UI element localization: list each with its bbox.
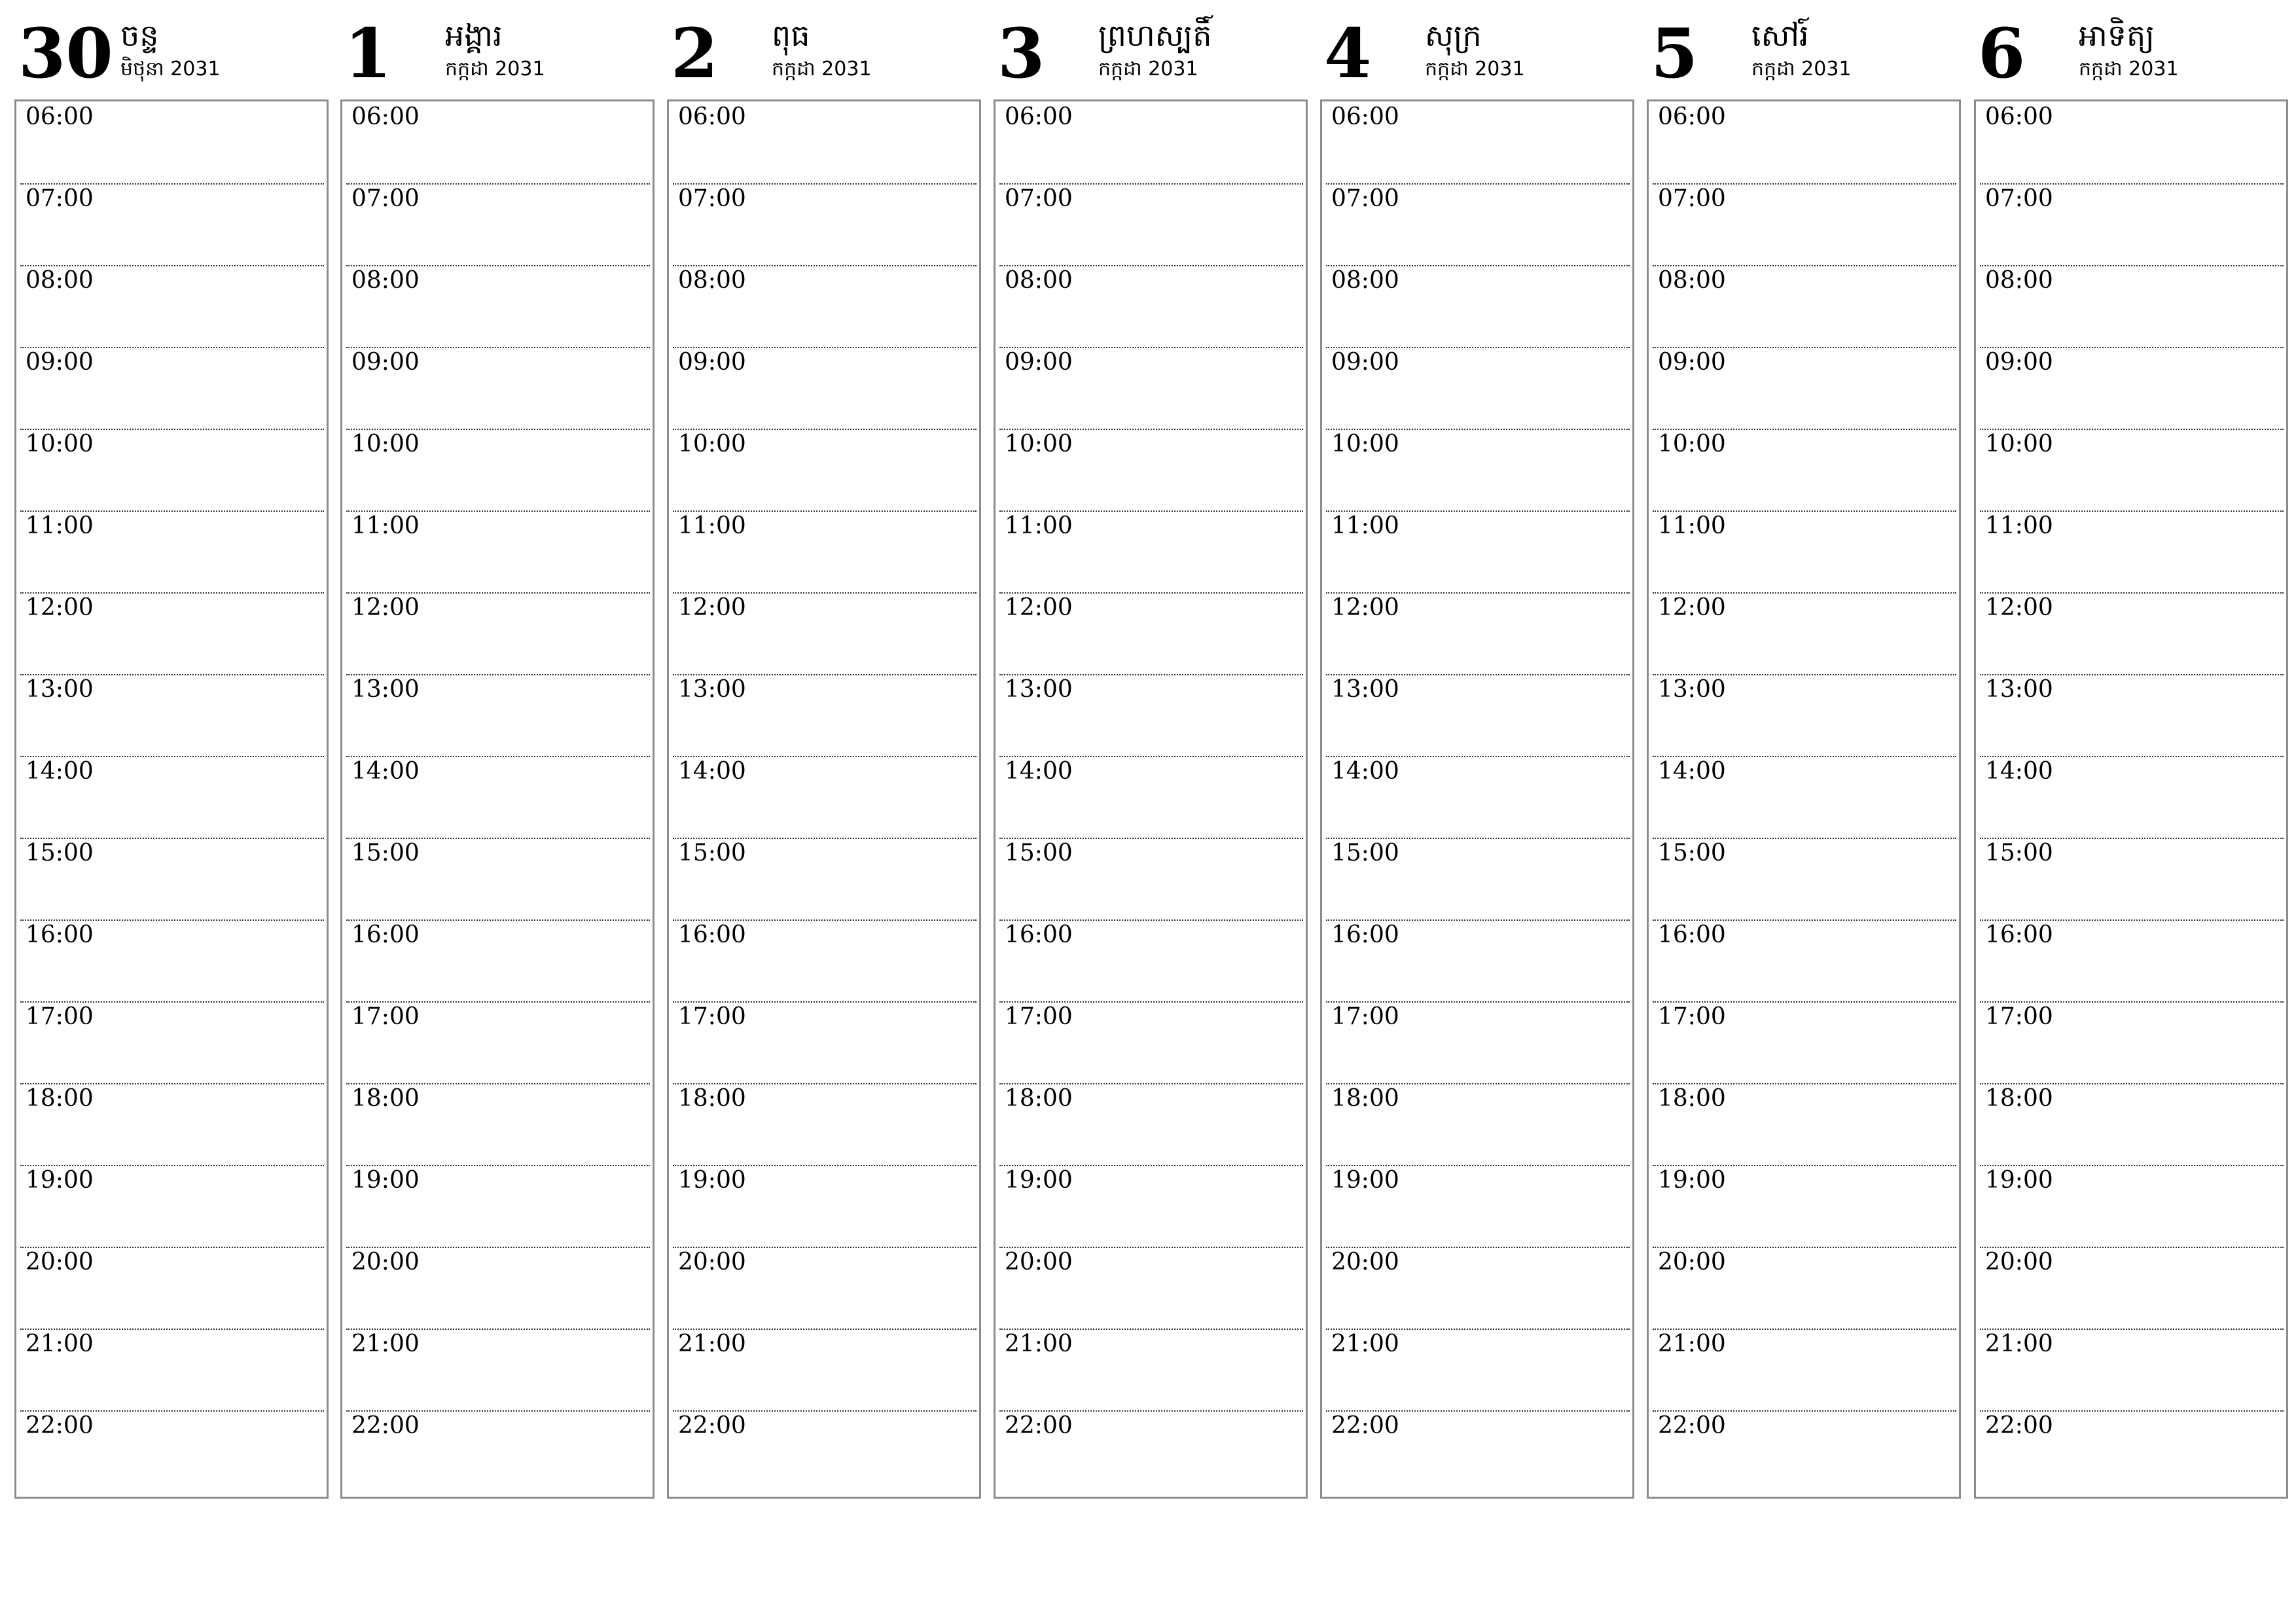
hour-slot[interactable]: [999, 101, 1303, 185]
hour-label: 18:00: [1005, 1085, 1073, 1112]
hour-label: 21:00: [1005, 1330, 1073, 1357]
hour-slot[interactable]: [999, 1410, 1303, 1492]
hour-label: 09:00: [1985, 349, 2053, 376]
day-number: 2: [671, 13, 719, 94]
hour-slot[interactable]: [1980, 1247, 2284, 1330]
hour-label: 13:00: [1331, 676, 1399, 703]
day-number: 5: [1651, 13, 1698, 94]
hour-label: 15:00: [1331, 840, 1399, 866]
hour-label: 20:00: [1658, 1249, 1726, 1275]
hour-label: 06:00: [678, 103, 746, 130]
hour-slot[interactable]: [673, 1329, 977, 1412]
hour-slot[interactable]: [20, 1001, 324, 1084]
hour-slot[interactable]: [999, 265, 1303, 348]
hour-label: 06:00: [1005, 103, 1073, 130]
hour-label: 07:00: [1985, 185, 2053, 212]
day-schedule-box: [340, 99, 655, 1499]
hour-slot[interactable]: [1653, 1410, 1956, 1492]
hour-slot[interactable]: [999, 510, 1303, 594]
hour-label: 22:00: [1658, 1412, 1726, 1439]
hour-slot[interactable]: [1653, 1247, 1956, 1330]
hour-slot[interactable]: [1980, 101, 2284, 185]
hour-label: 13:00: [678, 676, 746, 703]
weekday-name: ពុធ: [772, 18, 810, 53]
hour-label: 14:00: [26, 758, 94, 785]
hour-slot[interactable]: [999, 347, 1303, 430]
hour-slot[interactable]: [1326, 592, 1630, 675]
weekday-name: សៅរ៍: [1751, 18, 1809, 53]
hour-label: 07:00: [26, 185, 94, 212]
hour-label: 08:00: [1005, 267, 1073, 294]
hour-label: 14:00: [678, 758, 746, 785]
hour-label: 18:00: [1658, 1085, 1726, 1112]
hour-label: 12:00: [1985, 594, 2053, 621]
hour-slot[interactable]: [673, 1083, 977, 1166]
hour-slot[interactable]: [346, 429, 650, 512]
day-header: [340, 0, 653, 98]
hour-label: 11:00: [1331, 512, 1399, 539]
hour-slot[interactable]: [999, 1083, 1303, 1166]
hour-slot[interactable]: [673, 101, 977, 185]
hour-slot[interactable]: [1980, 756, 2284, 839]
hour-label: 20:00: [1985, 1249, 2053, 1275]
hour-slot[interactable]: [673, 756, 977, 839]
hour-slot[interactable]: [999, 1165, 1303, 1248]
hour-label: 10:00: [1658, 431, 1726, 457]
hour-label: 06:00: [1331, 103, 1399, 130]
hour-slot[interactable]: [20, 919, 324, 1003]
hour-label: 11:00: [351, 512, 420, 539]
month-year: កក្កដា 2031: [1425, 58, 1525, 80]
hour-label: 21:00: [1658, 1330, 1726, 1357]
hour-slot[interactable]: [20, 510, 324, 594]
hour-label: 14:00: [351, 758, 420, 785]
day-header: [1647, 0, 1960, 98]
hour-slot[interactable]: [346, 347, 650, 430]
hour-label: 15:00: [26, 840, 94, 866]
hour-label: 12:00: [1005, 594, 1073, 621]
hour-slot[interactable]: [1326, 1001, 1630, 1084]
hour-label: 19:00: [1005, 1167, 1073, 1194]
hour-label: 13:00: [1658, 676, 1726, 703]
hour-slot[interactable]: [346, 838, 650, 921]
hour-label: 16:00: [26, 921, 94, 948]
hour-slot[interactable]: [1653, 101, 1956, 185]
hour-slot[interactable]: [1653, 1165, 1956, 1248]
hour-slot[interactable]: [999, 1247, 1303, 1330]
day-column-0: [14, 0, 327, 1499]
day-schedule-box: [1647, 99, 1961, 1499]
hour-slot[interactable]: [1326, 265, 1630, 348]
hour-label: 11:00: [1658, 512, 1726, 539]
hour-label: 18:00: [351, 1085, 420, 1112]
hour-label: 17:00: [1658, 1003, 1726, 1030]
hour-label: 19:00: [26, 1167, 94, 1194]
hour-label: 20:00: [351, 1249, 420, 1275]
hour-label: 08:00: [1985, 267, 2053, 294]
weekday-name: អាទិត្យ: [2079, 18, 2155, 53]
hour-slot[interactable]: [346, 101, 650, 185]
day-column-2: [667, 0, 980, 1499]
hour-label: 21:00: [26, 1330, 94, 1357]
hour-label: 22:00: [678, 1412, 746, 1439]
hour-label: 15:00: [351, 840, 420, 866]
hour-slot[interactable]: [999, 183, 1303, 266]
hour-label: 17:00: [1005, 1003, 1073, 1030]
hour-label: 22:00: [1005, 1412, 1073, 1439]
hour-label: 11:00: [26, 512, 94, 539]
hour-label: 09:00: [26, 349, 94, 376]
hour-label: 07:00: [678, 185, 746, 212]
hour-slot[interactable]: [346, 1329, 650, 1412]
hour-label: 07:00: [1005, 185, 1073, 212]
day-number: 3: [997, 13, 1045, 94]
hour-label: 20:00: [1005, 1249, 1073, 1275]
hour-slot[interactable]: [346, 919, 650, 1003]
hour-slot[interactable]: [346, 1165, 650, 1248]
hour-label: 17:00: [678, 1003, 746, 1030]
hour-label: 12:00: [678, 594, 746, 621]
hour-label: 20:00: [1331, 1249, 1399, 1275]
hour-slot[interactable]: [1980, 1410, 2284, 1492]
hour-slot[interactable]: [1980, 919, 2284, 1003]
hour-label: 17:00: [1331, 1003, 1399, 1030]
hour-slot[interactable]: [1326, 183, 1630, 266]
hour-label: 15:00: [1005, 840, 1073, 866]
hour-label: 17:00: [26, 1003, 94, 1030]
hour-slot[interactable]: [1326, 1247, 1630, 1330]
day-column-5: [1647, 0, 1960, 1499]
hour-slot[interactable]: [1980, 429, 2284, 512]
hour-label: 14:00: [1005, 758, 1073, 785]
hour-label: 06:00: [351, 103, 420, 130]
day-number: 4: [1324, 13, 1372, 94]
hour-label: 09:00: [1658, 349, 1726, 376]
day-number: 30: [18, 13, 113, 94]
hour-label: 10:00: [1005, 431, 1073, 457]
hour-label: 16:00: [1985, 921, 2053, 948]
hour-label: 10:00: [678, 431, 746, 457]
hour-slot[interactable]: [1326, 674, 1630, 757]
day-column-1: [340, 0, 653, 1499]
hour-slot[interactable]: [20, 1165, 324, 1248]
hour-slot[interactable]: [673, 919, 977, 1003]
hour-label: 16:00: [1658, 921, 1726, 948]
hour-label: 17:00: [1985, 1003, 2053, 1030]
hour-label: 15:00: [1658, 840, 1726, 866]
hour-slot[interactable]: [1326, 1165, 1630, 1248]
hour-slot[interactable]: [1326, 1083, 1630, 1166]
hour-label: 13:00: [26, 676, 94, 703]
hour-label: 18:00: [26, 1085, 94, 1112]
hour-slot[interactable]: [20, 183, 324, 266]
day-header: [994, 0, 1306, 98]
month-year: កក្កដា 2031: [445, 58, 545, 80]
hour-label: 12:00: [26, 594, 94, 621]
hour-label: 16:00: [1331, 921, 1399, 948]
hour-label: 16:00: [678, 921, 746, 948]
hour-slot[interactable]: [20, 429, 324, 512]
hour-label: 12:00: [351, 594, 420, 621]
hour-slot[interactable]: [20, 674, 324, 757]
hour-slot[interactable]: [999, 919, 1303, 1003]
hour-slot[interactable]: [20, 101, 324, 185]
hour-label: 14:00: [1658, 758, 1726, 785]
hour-label: 18:00: [678, 1085, 746, 1112]
hour-slot[interactable]: [20, 1410, 324, 1492]
hour-label: 11:00: [1005, 512, 1073, 539]
hour-label: 13:00: [1005, 676, 1073, 703]
hour-slot[interactable]: [346, 510, 650, 594]
hour-label: 06:00: [1985, 103, 2053, 130]
hour-label: 21:00: [1331, 1330, 1399, 1357]
hour-label: 08:00: [1658, 267, 1726, 294]
hour-slot[interactable]: [20, 838, 324, 921]
hour-label: 18:00: [1985, 1085, 2053, 1112]
hour-label: 19:00: [1658, 1167, 1726, 1194]
hour-label: 15:00: [1985, 840, 2053, 866]
hour-label: 09:00: [1331, 349, 1399, 376]
hour-label: 12:00: [1331, 594, 1399, 621]
hour-slot[interactable]: [346, 674, 650, 757]
hour-slot[interactable]: [999, 674, 1303, 757]
day-column-4: [1320, 0, 1633, 1499]
hour-slot[interactable]: [673, 592, 977, 675]
hour-slot[interactable]: [20, 756, 324, 839]
month-year: កក្កដា 2031: [772, 58, 872, 80]
hour-slot[interactable]: [346, 592, 650, 675]
hour-label: 21:00: [678, 1330, 746, 1357]
hour-label: 15:00: [678, 840, 746, 866]
hour-slot[interactable]: [1653, 265, 1956, 348]
hour-slot[interactable]: [1980, 1165, 2284, 1248]
hour-slot[interactable]: [1980, 1083, 2284, 1166]
hour-slot[interactable]: [20, 1247, 324, 1330]
day-number: 1: [344, 13, 392, 94]
hour-slot[interactable]: [1653, 510, 1956, 594]
hour-slot[interactable]: [999, 592, 1303, 675]
hour-slot[interactable]: [1980, 838, 2284, 921]
hour-slot[interactable]: [673, 510, 977, 594]
hour-slot[interactable]: [1326, 1329, 1630, 1412]
hour-slot[interactable]: [1653, 183, 1956, 266]
weekly-planner: [14, 0, 2287, 1499]
day-header: [667, 0, 980, 98]
hour-slot[interactable]: [1980, 347, 2284, 430]
hour-slot[interactable]: [1980, 1329, 2284, 1412]
hour-slot[interactable]: [673, 1410, 977, 1492]
hour-slot[interactable]: [1653, 1001, 1956, 1084]
hour-slot[interactable]: [999, 756, 1303, 839]
hour-slot[interactable]: [1980, 1001, 2284, 1084]
hour-label: 10:00: [26, 431, 94, 457]
hour-slot[interactable]: [346, 756, 650, 839]
hour-label: 11:00: [678, 512, 746, 539]
hour-slot[interactable]: [1326, 838, 1630, 921]
day-schedule-box: [14, 99, 329, 1499]
hour-slot[interactable]: [1653, 756, 1956, 839]
hour-slot[interactable]: [1980, 592, 2284, 675]
hour-label: 08:00: [1331, 267, 1399, 294]
hour-label: 06:00: [1658, 103, 1726, 130]
month-year: កក្កដា 2031: [1098, 58, 1198, 80]
hour-label: 14:00: [1985, 758, 2053, 785]
hour-slot[interactable]: [346, 1083, 650, 1166]
month-year: កក្កដា 2031: [2079, 58, 2179, 80]
month-year: កក្កដា 2031: [1751, 58, 1852, 80]
day-schedule-box: [994, 99, 1308, 1499]
hour-label: 09:00: [351, 349, 420, 376]
hour-slot[interactable]: [673, 1247, 977, 1330]
hour-slot[interactable]: [346, 183, 650, 266]
hour-slot[interactable]: [20, 347, 324, 430]
weekday-name: ព្រហស្បតិ៍: [1098, 18, 1212, 53]
hour-label: 22:00: [1985, 1412, 2053, 1439]
day-schedule-box: [1320, 99, 1634, 1499]
hour-label: 07:00: [1331, 185, 1399, 212]
hour-slot[interactable]: [1653, 347, 1956, 430]
hour-slot[interactable]: [1653, 838, 1956, 921]
hour-slot[interactable]: [1326, 101, 1630, 185]
hour-slot[interactable]: [1653, 592, 1956, 675]
hour-label: 22:00: [1331, 1412, 1399, 1439]
hour-label: 22:00: [26, 1412, 94, 1439]
weekday-name: ចន្ទ: [120, 18, 159, 53]
hour-label: 07:00: [351, 185, 420, 212]
day-column-3: [994, 0, 1306, 1499]
hour-label: 13:00: [351, 676, 420, 703]
hour-slot[interactable]: [346, 1247, 650, 1330]
hour-label: 18:00: [1331, 1085, 1399, 1112]
hour-slot[interactable]: [1653, 919, 1956, 1003]
hour-label: 20:00: [26, 1249, 94, 1275]
hour-slot[interactable]: [1653, 1329, 1956, 1412]
hour-label: 14:00: [1331, 758, 1399, 785]
hour-label: 21:00: [351, 1330, 420, 1357]
hour-slot[interactable]: [673, 1165, 977, 1248]
hour-label: 16:00: [351, 921, 420, 948]
hour-label: 21:00: [1985, 1330, 2053, 1357]
day-header: [14, 0, 327, 98]
hour-label: 08:00: [678, 267, 746, 294]
hour-slot[interactable]: [20, 265, 324, 348]
hour-slot[interactable]: [673, 183, 977, 266]
weekday-name: អង្គារ: [445, 18, 503, 53]
hour-slot[interactable]: [1653, 429, 1956, 512]
hour-slot[interactable]: [1326, 1410, 1630, 1492]
hour-label: 10:00: [351, 431, 420, 457]
hour-slot[interactable]: [1980, 510, 2284, 594]
hour-label: 08:00: [351, 267, 420, 294]
hour-slot[interactable]: [1980, 674, 2284, 757]
hour-slot[interactable]: [1326, 919, 1630, 1003]
hour-slot[interactable]: [673, 429, 977, 512]
hour-slot[interactable]: [999, 1329, 1303, 1412]
hour-slot[interactable]: [1326, 510, 1630, 594]
weekday-name: សុក្រ: [1425, 18, 1482, 53]
hour-slot[interactable]: [673, 265, 977, 348]
hour-label: 08:00: [26, 267, 94, 294]
hour-label: 22:00: [351, 1412, 420, 1439]
hour-slot[interactable]: [1653, 1083, 1956, 1166]
hour-label: 19:00: [351, 1167, 420, 1194]
day-number: 6: [1978, 13, 2026, 94]
hour-label: 13:00: [1985, 676, 2053, 703]
hour-slot[interactable]: [1980, 183, 2284, 266]
hour-slot[interactable]: [673, 838, 977, 921]
hour-label: 17:00: [351, 1003, 420, 1030]
hour-label: 07:00: [1658, 185, 1726, 212]
month-year: មិថុនា 2031: [120, 58, 221, 80]
hour-label: 11:00: [1985, 512, 2053, 539]
hour-label: 20:00: [678, 1249, 746, 1275]
day-schedule-box: [1974, 99, 2288, 1499]
hour-slot[interactable]: [1653, 674, 1956, 757]
hour-label: 06:00: [26, 103, 94, 130]
hour-label: 19:00: [1985, 1167, 2053, 1194]
hour-slot[interactable]: [673, 347, 977, 430]
hour-slot[interactable]: [673, 1001, 977, 1084]
hour-slot[interactable]: [20, 1083, 324, 1166]
hour-slot[interactable]: [346, 1410, 650, 1492]
hour-slot[interactable]: [1326, 429, 1630, 512]
hour-slot[interactable]: [20, 592, 324, 675]
hour-slot[interactable]: [1326, 756, 1630, 839]
hour-slot[interactable]: [20, 1329, 324, 1412]
day-header: [1320, 0, 1633, 98]
hour-slot[interactable]: [999, 429, 1303, 512]
hour-slot[interactable]: [673, 674, 977, 757]
hour-slot[interactable]: [346, 1001, 650, 1084]
hour-label: 09:00: [1005, 349, 1073, 376]
hour-slot[interactable]: [346, 265, 650, 348]
hour-label: 10:00: [1331, 431, 1399, 457]
hour-label: 09:00: [678, 349, 746, 376]
hour-label: 10:00: [1985, 431, 2053, 457]
day-header: [1974, 0, 2287, 98]
day-schedule-box: [667, 99, 981, 1499]
hour-slot[interactable]: [999, 1001, 1303, 1084]
hour-slot[interactable]: [1980, 265, 2284, 348]
hour-label: 19:00: [678, 1167, 746, 1194]
day-column-6: [1974, 0, 2287, 1499]
hour-slot[interactable]: [999, 838, 1303, 921]
hour-label: 19:00: [1331, 1167, 1399, 1194]
hour-label: 16:00: [1005, 921, 1073, 948]
hour-label: 12:00: [1658, 594, 1726, 621]
hour-slot[interactable]: [1326, 347, 1630, 430]
